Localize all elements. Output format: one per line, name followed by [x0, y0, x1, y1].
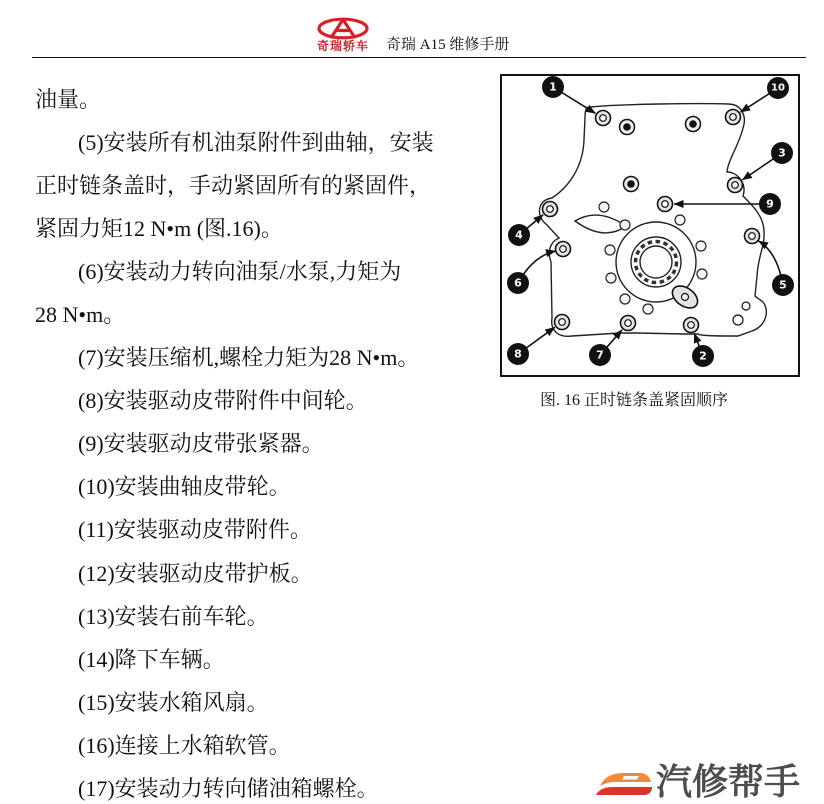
bolt-9-hole	[662, 201, 669, 208]
pump-bolt	[605, 245, 615, 255]
paragraph-step-7	[0, 344, 470, 372]
paragraph-step-15	[0, 689, 470, 717]
logo-letter-shape	[332, 20, 355, 38]
procedure-text	[0, 86, 470, 803]
callout-1-label: 1	[549, 80, 557, 94]
chery-logo-icon	[316, 17, 370, 40]
text-line: (15)安装水箱风扇。	[78, 689, 269, 715]
text-line: (11)安装驱动皮带附件。	[78, 517, 312, 543]
car-window-shape	[622, 776, 639, 780]
bolt-7-hole	[625, 320, 632, 327]
text-line: 28 N•m。	[35, 302, 126, 328]
paragraph-step-10	[0, 473, 470, 501]
callout-6-label: 6	[514, 276, 522, 290]
bracket-hole	[733, 315, 743, 325]
bolt-6-hole	[560, 246, 567, 253]
timing-chain-cover-diagram	[502, 76, 798, 375]
bolt-10-hole	[730, 114, 737, 121]
text-line: (7)安装压缩机,螺栓力矩为28 N•m。	[78, 345, 420, 371]
plug-bolt-center	[689, 120, 697, 128]
pump-bolt	[606, 273, 616, 283]
paragraph-step-5	[0, 129, 470, 243]
bolt-2-hole	[688, 322, 695, 329]
callout-5-label: 5	[779, 278, 787, 292]
pump-bolt	[697, 269, 707, 279]
header-title: 奇瑞 A15 维修手册	[386, 37, 510, 53]
text-line: 正时链条盖时，手动紧固所有的紧固件，	[35, 173, 432, 199]
callout-8-label: 8	[514, 347, 522, 361]
text-line: 紧固力矩12 N•m (图.16)。	[35, 216, 283, 242]
text-line: (8)安装驱动皮带附件中间轮。	[78, 388, 368, 414]
plug-bolt-center	[627, 180, 635, 188]
callout-3-label: 3	[778, 146, 786, 160]
callout-9-label: 9	[766, 197, 774, 211]
bolt-1-hole	[600, 115, 607, 122]
bolt-3-hole	[732, 182, 739, 189]
bolt-4-hole	[547, 206, 554, 213]
text-line: (17)安装动力转向储油箱螺栓。	[78, 775, 379, 801]
paragraph-continuation	[0, 86, 470, 114]
callout-4-label: 4	[515, 228, 523, 242]
bracket-hole	[742, 302, 750, 310]
text-line: (10)安装曲轴皮带轮。	[78, 474, 291, 500]
rotor-center	[640, 246, 672, 278]
callout-10-label: 10	[771, 82, 785, 94]
paragraph-step-9	[0, 430, 470, 458]
paragraph-step-8	[0, 387, 470, 415]
text-line: (5)安装所有机油泵附件到曲轴，安装	[78, 130, 434, 156]
header-rule	[32, 57, 806, 58]
figure-caption: 图. 16 正时链条盖紧固顺序	[540, 392, 729, 409]
text-line: 油量。	[35, 87, 102, 112]
text-line: (14)降下车辆。	[78, 646, 225, 672]
pump-bolt	[696, 241, 706, 251]
figure-box	[500, 74, 800, 377]
paragraph-step-13	[0, 603, 470, 631]
paragraph-step-16	[0, 732, 470, 760]
car-logo-icon	[594, 768, 654, 800]
text-line: (13)安装右前车轮。	[78, 603, 269, 629]
paragraph-step-12	[0, 560, 470, 588]
paragraph-step-6	[0, 258, 470, 329]
pump-bolt	[620, 294, 630, 304]
callout-7-label: 7	[596, 348, 604, 362]
text-line: (12)安装驱动皮带护板。	[78, 560, 313, 586]
text-line: (16)连接上水箱软管。	[78, 732, 291, 758]
car-body-shape	[596, 787, 652, 795]
paragraph-step-17	[0, 775, 470, 803]
text-line: (6)安装动力转向油泵/水泵,力矩为	[78, 259, 402, 285]
pump-bolt	[675, 215, 685, 225]
pump-bolt	[599, 202, 609, 212]
callout-2-label: 2	[699, 349, 707, 363]
bolt-5-hole	[749, 233, 756, 240]
paragraph-step-14	[0, 646, 470, 674]
pump-bolt	[643, 304, 653, 314]
bolt-8-hole	[559, 319, 566, 326]
pump-lug-hole	[682, 294, 689, 301]
paragraph-step-11	[0, 516, 470, 544]
text-line: (9)安装驱动皮带张紧器。	[78, 431, 324, 457]
logo-text: 奇瑞轿车	[316, 39, 369, 53]
pump-bolt	[620, 220, 630, 230]
watermark-text: 汽修帮手	[656, 762, 801, 803]
plug-bolt-center	[623, 123, 631, 131]
